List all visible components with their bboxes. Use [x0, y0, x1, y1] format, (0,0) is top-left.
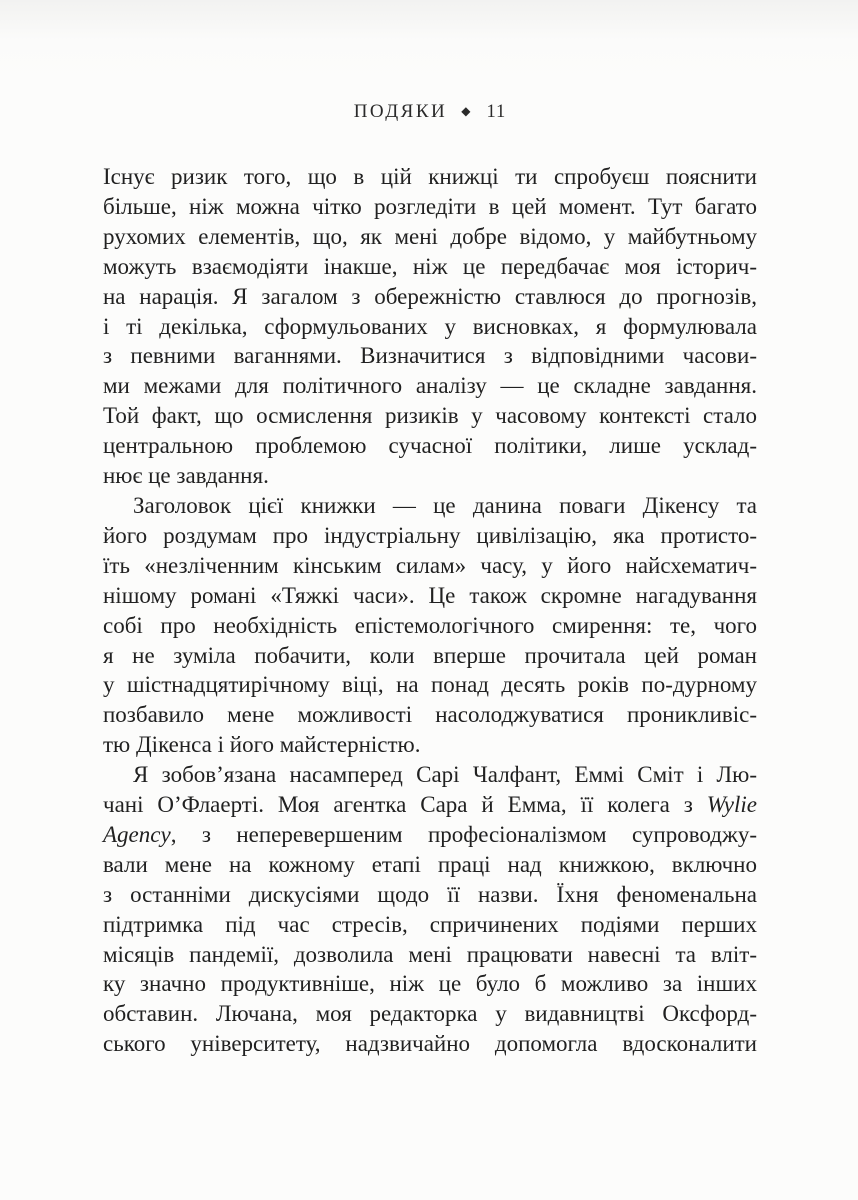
text-line: нює це завдання.	[103, 463, 269, 489]
diamond-icon: ◆	[461, 103, 471, 118]
page-body	[103, 162, 757, 1059]
text-line: з певними ваганнями. Визначитися з відповідними часови-	[103, 343, 757, 369]
text-line: Agency, з неперевершеним професіоналізмом супроводжу-	[103, 821, 757, 847]
text-line: Я зобов’язана насамперед Сарі Чалфант, Еммі Сміт і Лю-	[133, 762, 757, 788]
text-line: підтримка під час стресів, спричинених подіями перших	[103, 911, 757, 937]
running-header-title: ПОДЯКИ	[353, 101, 448, 122]
text-line: ку значно продуктивніше, ніж це було б можливо за інших	[103, 971, 757, 997]
text-line: чані О’Флаерті. Моя агентка Сара й Емма, її колега з Wylie	[103, 792, 757, 818]
text-line: я не зуміла побачити, коли вперше прочитала цей роман	[103, 642, 757, 668]
text-line: рухомих елементів, що, як мені добре відомо, у майбутньому	[103, 223, 757, 249]
text-line: місяців пандемії, дозволила мені працювати навесні та вліт-	[103, 941, 757, 967]
text-line: центральною проблемою сучасної політики, лише усклад-	[103, 433, 757, 459]
text-line: більше, ніж можна чітко розгледіти в цей момент. Тут багато	[103, 193, 757, 219]
text-line: нішому романі «Тяжкі часи». Це також скромне нагадування	[103, 582, 757, 608]
running-header	[103, 101, 757, 123]
italic-text: Wylie	[706, 792, 757, 818]
italic-text: Agency	[103, 821, 171, 847]
text-line: з останніми дискусіями щодо її назви. Їхня феноменальна	[103, 881, 757, 907]
text-line: позбавило мене можливості насолоджуватися проникливіс-	[103, 702, 757, 728]
text-line: собі про необхідність епістемологічного смирення: те, чого	[103, 612, 757, 638]
paragraph	[103, 162, 757, 491]
page-number: 11	[486, 101, 507, 122]
text-line: ського університету, надзвичайно допомогла вдосконалити	[103, 1031, 757, 1057]
text-line: Той факт, що осмислення ризиків у часовому контексті стало	[103, 403, 757, 429]
text-line: його роздумам про індустріальну цивілізацію, яка протисто-	[103, 522, 757, 548]
paragraph	[103, 491, 757, 760]
text-line: обставин. Лючана, моя редакторка у видавництві Оксфорд-	[103, 1001, 757, 1027]
text-line: ми межами для політичного аналізу — це складне завдання.	[103, 373, 757, 399]
text-line: Заголовок цієї книжки — це данина поваги Дікенсу та	[133, 492, 757, 518]
text-line: вали мене на кожному етапі праці над книжкою, включно	[103, 851, 757, 877]
text-line: їть «незліченним кінським силам» часу, у його найсхематич-	[103, 552, 757, 578]
text-line: тю Дікенса і його майстерністю.	[103, 732, 421, 758]
paragraph	[103, 760, 757, 1059]
text-line: Існує ризик того, що в цій книжці ти спробуєш пояснити	[103, 164, 757, 189]
text-line: на нарація. Я загалом з обережністю ставлюся до прогнозів,	[103, 283, 757, 309]
text-line: і ті декілька, сформульованих у висновках, я формулювала	[103, 313, 757, 339]
text-line: можуть взаємодіяти інакше, ніж це передбачає моя історич-	[103, 253, 757, 279]
text-line: у шістнадцятирічному віці, на понад десять років по-дурному	[103, 672, 757, 698]
